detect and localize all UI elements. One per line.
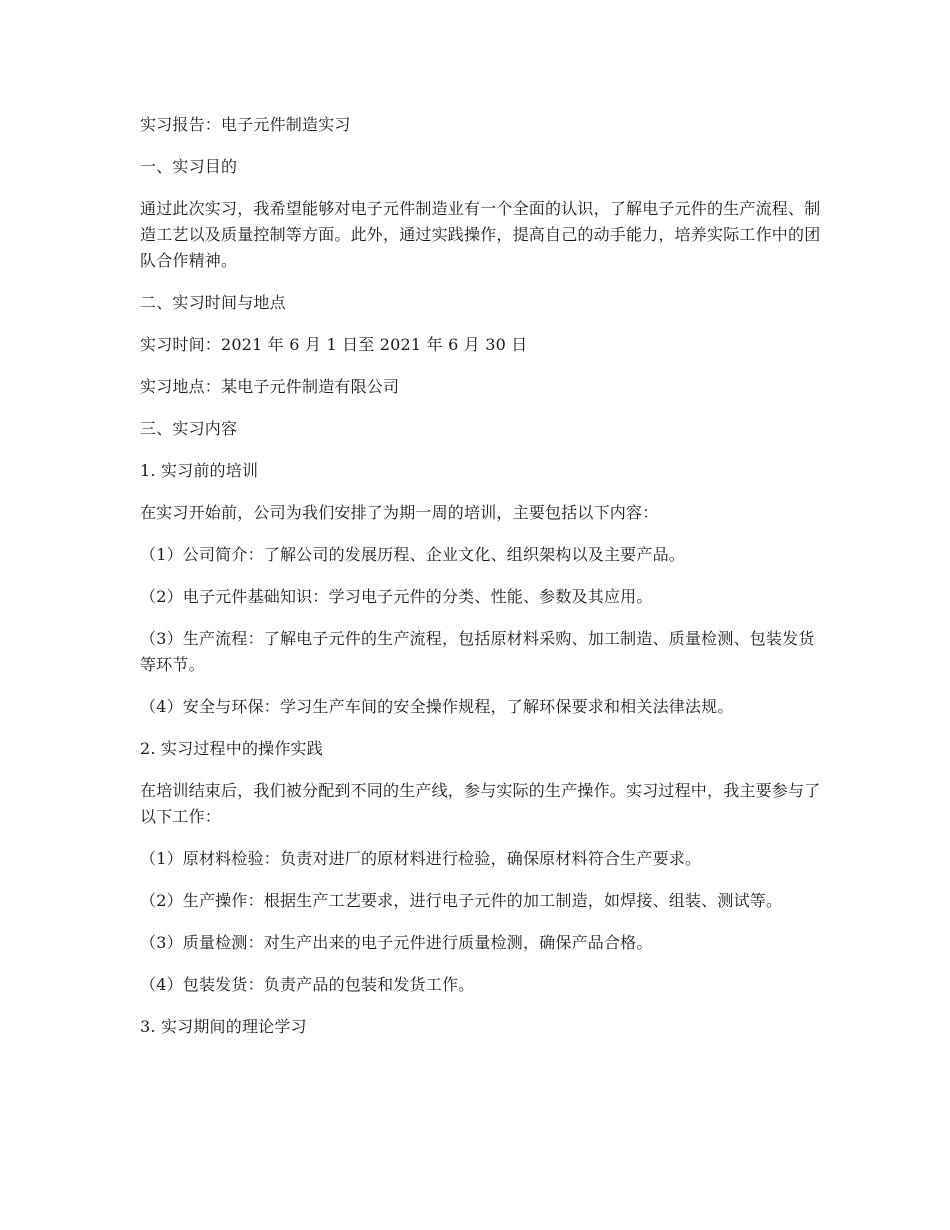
subheading-theory: 3. 实习期间的理论学习 — [140, 1017, 307, 1036]
document-body — [140, 112, 825, 1056]
document-title: 实习报告：电子元件制造实习 — [140, 115, 351, 134]
subheading-training: 1. 实习前的培训 — [140, 461, 259, 480]
paragraph-practice-intro: 在培训结束后，我们被分配到不同的生产线，参与实际的生产操作。实习过程中，我主要参与了以下工作： — [140, 781, 821, 826]
list-item-practice-4: （4）包装发货：负责产品的包装和发货工作。 — [140, 975, 475, 994]
list-item-training-3: （3）生产流程：了解电子元件的生产流程，包括原材料采购、加工制造、质量检测、包装发货等环节。 — [140, 629, 815, 674]
subheading-practice: 2. 实习过程中的操作实践 — [140, 739, 323, 758]
paragraph-time: 实习时间：2021 年 6 月 1 日至 2021 年 6 月 30 日 — [140, 335, 528, 354]
list-item-training-2: （2）电子元件基础知识：学习电子元件的分类、性能、参数及其应用。 — [140, 587, 653, 606]
list-item-training-1: （1）公司简介：了解公司的发展历程、企业文化、组织架构以及主要产品。 — [140, 545, 685, 564]
list-item-practice-2: （2）生产操作：根据生产工艺要求，进行电子元件的加工制造，如焊接、组装、测试等。 — [140, 891, 783, 910]
list-item-training-4: （4）安全与环保：学习生产车间的安全操作规程，了解环保要求和相关法律法规。 — [140, 697, 734, 716]
list-item-practice-3: （3）质量检测：对生产出来的电子元件进行质量检测，确保产品合格。 — [140, 933, 653, 952]
section-heading-time-place: 二、实习时间与地点 — [140, 293, 286, 312]
section-heading-purpose: 一、实习目的 — [140, 157, 238, 176]
paragraph-purpose: 通过此次实习，我希望能够对电子元件制造业有一个全面的认识，了解电子元件的生产流程、制造工艺以及质量控制等方面。此外，通过实践操作，提高自己的动手能力，培养实际工作中的团队合作精神。 — [140, 199, 821, 270]
section-heading-content: 三、实习内容 — [140, 419, 238, 438]
paragraph-place: 实习地点：某电子元件制造有限公司 — [140, 377, 400, 396]
paragraph-training-intro: 在实习开始前，公司为我们安排了为期一周的培训，主要包括以下内容： — [140, 503, 659, 522]
list-item-practice-1: （1）原材料检验：负责对进厂的原材料进行检验，确保原材料符合生产要求。 — [140, 849, 702, 868]
